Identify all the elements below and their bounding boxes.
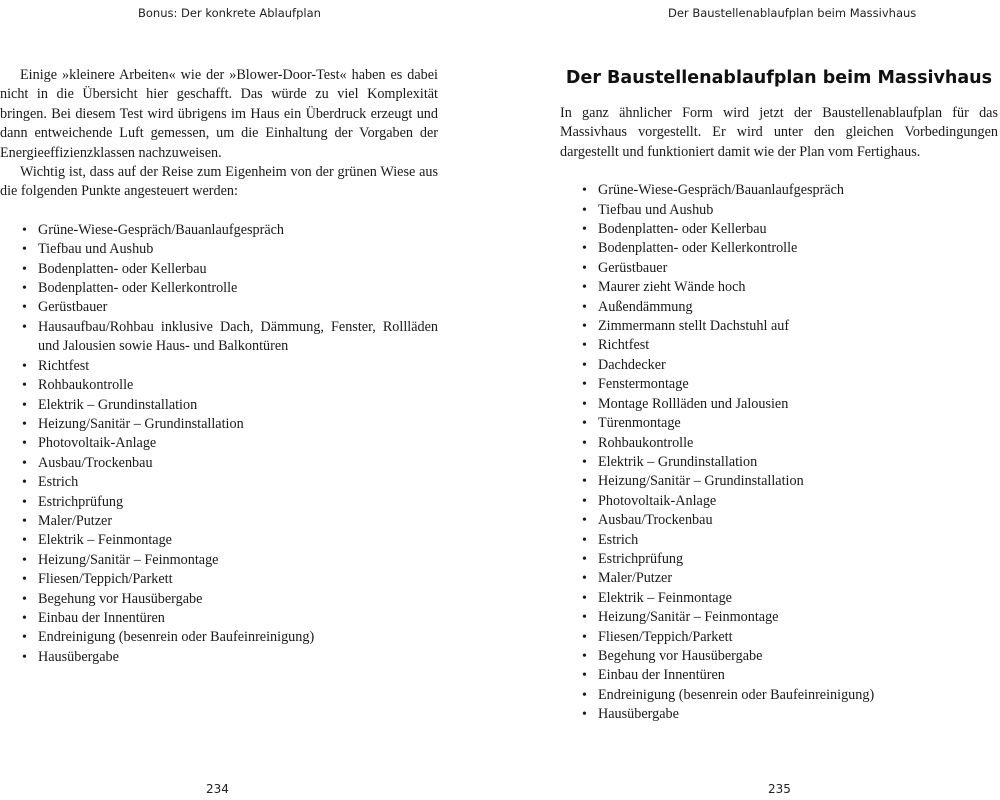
list-item: • Rohbaukontrolle	[560, 434, 998, 453]
list-item: • Ausbau/Trockenbau	[560, 511, 998, 530]
intro-paragraph: In ganz ähnlicher Form wird jetzt der Baustellenablaufplan für das Massivhaus vorgestellt. Er wird unter den gleichen Vorbedingungen dargestellt und funktioniert damit wie der Plan vom Fertighaus.	[560, 105, 998, 160]
running-head-right: Der Baustellenablaufplan beim Massivhaus	[668, 6, 917, 20]
paragraph: Einige »kleinere Arbeiten« wie der »Blower-Door-Test« haben es dabei nicht in die Übersicht hier geschafft. Das würde zu viel Komplexität bringen. Bei diesem Test wird übrigens im Haus ein Überdruck erzeugt und dann entweichende Luft gemessen, um die Einhaltung der Vorgaben der Energieeffizienzklassen nachzuweisen.	[0, 67, 438, 161]
list-item: • Maurer zieht Wände hoch	[560, 278, 998, 297]
list-item: • Estrichprüfung	[560, 550, 998, 569]
list-item: • Einbau der Innentüren	[560, 666, 998, 685]
list-item: • Hausübergabe	[560, 705, 998, 724]
list-item: • Estrich	[560, 531, 998, 550]
list-item: • Ausbau/Trockenbau	[0, 454, 438, 473]
right-page	[500, 0, 1000, 800]
list-item: • Montage Rollläden und Jalousien	[560, 395, 998, 414]
list-item: • Dachdecker	[560, 356, 998, 375]
list-item: • Begehung vor Hausübergabe	[560, 647, 998, 666]
list-item: • Fliesen/Teppich/Parkett	[560, 628, 998, 647]
list-item: • Fliesen/Teppich/Parkett	[0, 570, 438, 589]
list-item: • Maler/Putzer	[560, 569, 998, 588]
page-number-right: 235	[768, 782, 791, 796]
list-item: • Tiefbau und Aushub	[0, 240, 438, 259]
list-item: • Einbau der Innentüren	[0, 609, 438, 628]
list-item: • Rohbaukontrolle	[0, 376, 438, 395]
list-item: • Photovoltaik-Anlage	[0, 434, 438, 453]
list-item: • Elektrik – Feinmontage	[560, 589, 998, 608]
list-item: • Bodenplatten- oder Kellerbau	[560, 220, 998, 239]
list-item: • Estrichprüfung	[0, 493, 438, 512]
chapter-heading: Der Baustellenablaufplan beim Massivhaus	[565, 68, 993, 88]
list-item: • Tiefbau und Aushub	[560, 201, 998, 220]
list-item: • Begehung vor Hausübergabe	[0, 590, 438, 609]
list-item: • Elektrik – Grundinstallation	[560, 453, 998, 472]
paragraph: Wichtig ist, dass auf der Reise zum Eigenheim von der grünen Wiese aus die folgenden Punkte angesteuert werden:	[0, 164, 438, 200]
list-item: • Gerüstbauer	[0, 298, 438, 317]
list-item: • Bodenplatten- oder Kellerkontrolle	[560, 239, 998, 258]
list-item: • Elektrik – Grundinstallation	[0, 396, 438, 415]
list-item: • Fenstermontage	[560, 375, 998, 394]
list-item: • Endreinigung (besenrein oder Baufeinreinigung)	[560, 686, 998, 705]
list-item: • Photovoltaik-Anlage	[560, 492, 998, 511]
list-item: • Hausübergabe	[0, 648, 438, 667]
list-item: • Elektrik – Feinmontage	[0, 531, 438, 550]
list-item: • Außendämmung	[560, 298, 998, 317]
list-item: • Zimmermann stellt Dachstuhl auf	[560, 317, 998, 336]
list-item: • Endreinigung (besenrein oder Baufeinreinigung)	[0, 628, 438, 647]
list-item: • Heizung/Sanitär – Feinmontage	[0, 551, 438, 570]
right-body-text	[560, 104, 998, 725]
list-item: • Türenmontage	[560, 414, 998, 433]
list-item: • Hausaufbau/Rohbau inklusive Dach, Dämmung, Fenster, Rollläden und Jalousien sowie Haus- und Balkontüren	[0, 318, 438, 357]
list-item: • Bodenplatten- oder Kellerkontrolle	[0, 279, 438, 298]
list-item: • Grüne-Wiese-Gespräch/Bauanlaufgespräch	[560, 181, 998, 200]
running-head-left: Bonus: Der konkrete Ablaufplan	[138, 6, 321, 20]
list-item: • Heizung/Sanitär – Grundinstallation	[0, 415, 438, 434]
list-item: • Heizung/Sanitär – Feinmontage	[560, 608, 998, 627]
list-item: • Maler/Putzer	[0, 512, 438, 531]
list-item: • Gerüstbauer	[560, 259, 998, 278]
list-item: • Grüne-Wiese-Gespräch/Bauanlaufgespräch	[0, 221, 438, 240]
list-item: • Bodenplatten- oder Kellerbau	[0, 260, 438, 279]
left-body-text	[0, 66, 438, 667]
page-number-left: 234	[206, 782, 229, 796]
list-item: • Heizung/Sanitär – Grundinstallation	[560, 472, 998, 491]
bullet-list	[0, 221, 438, 667]
list-item: • Richtfest	[0, 357, 438, 376]
list-item: • Richtfest	[560, 336, 998, 355]
bullet-list	[560, 181, 998, 724]
list-item: • Estrich	[0, 473, 438, 492]
